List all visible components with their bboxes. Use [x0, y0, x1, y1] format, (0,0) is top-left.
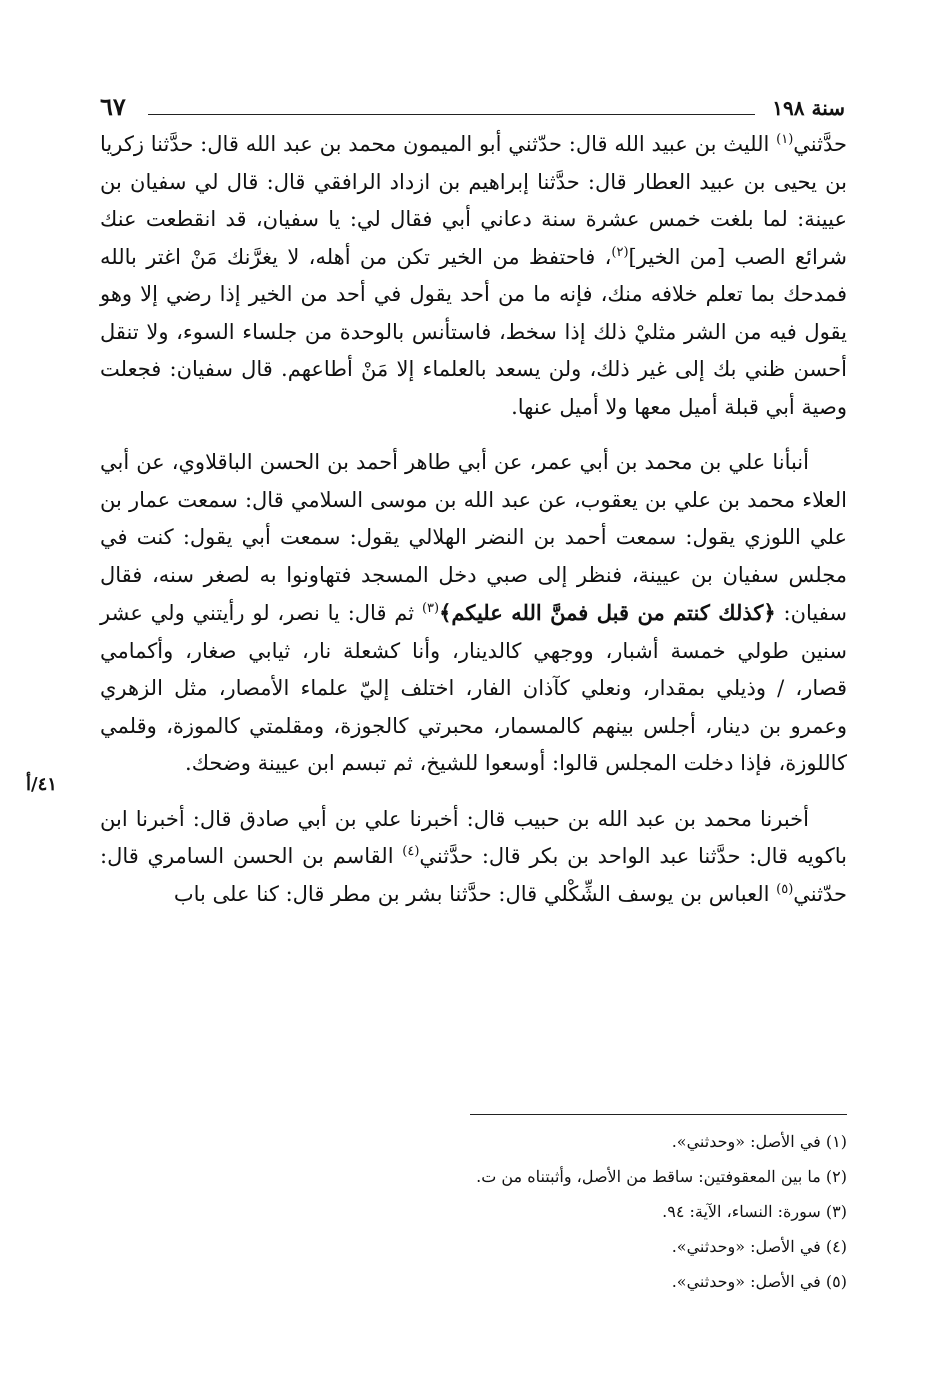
footnote-ref-4: (٤)	[402, 844, 420, 859]
footnote-ref-3: (٣)	[421, 601, 440, 616]
footnote-separator	[470, 1114, 847, 1115]
footnote: (١) في الأصل: «وحدثني».	[671, 1132, 847, 1151]
text-run: ، فاحتفظ من الخير تكن من أهله، لا يغرَّنك مَنْ اغتر بالله فمدحك بما تعلم خلافه منك، فإنه ما من أحد يقول في أحد من الخير إذا رضي إلا وهو يقول فيه من الشر مثليْ ذلك إذا سخط، فاستأنس بالوحدة من جلساء السوء، ولا تنقل أحسن ظني بك إلى غير ذلك، ولن يسعد بالعلماء إلا مَنْ أطاعهم. قال سفيان: فجعلت وصية أبي قبلة أميل معها ولا أميل عنها.	[100, 244, 847, 419]
footnote: (٢) ما بين المعقوفتين: ساقط من الأصل، وأثبتناه من ت.	[476, 1167, 847, 1186]
footnote: (٤) في الأصل: «وحدثني».	[671, 1237, 847, 1256]
text-run: ثم قال: يا نصر، لو رأيتني ولي عشر سنين طولي خمسة أشبار، ووجهي كالدينار، وأنا كشعلة نار، ثيابي صغار، وأكمامي قصار، / وذيلي بمقدار، ونعلي كآذان الفار، اختلف إليّ علماء الأمصار، مثل الزهري وعمرو بن دينار، أجلس بينهم كالمسمار، محبرتي كالجوزة، ومقلمتي كالموزة، وقلمي كاللوزة، فإذا دخلت المجلس قالوا: أوسعوا للشيخ، ثم تبسم ابن عيينة وضحك.	[100, 601, 847, 775]
page-number: ٦٧	[100, 92, 126, 121]
manuscript-folio-marker: ٤١/أ	[26, 774, 57, 795]
text-run: القاسم بن الحسن السامري قال: حدّثني	[100, 844, 847, 906]
paragraph-3	[100, 801, 847, 914]
text-run: أنبأنا علي بن محمد بن أبي عمر، عن أبي طاهر أحمد بن الحسن الباقلاوي، عن أبي العلاء محمد بن علي بن يعقوب، عن عبد الله بن موسى السلامي قال: سمعت عمار بن علي اللوزي يقول: سمعت أحمد بن النضر الهلالي يقول: سمعت أبي يقول: كنت في مجلس سفيان بن عيينة، فنظر إلى صبي دخل المسجد فتهاونوا به لصغر سنه، فقال سفيان:	[100, 450, 847, 625]
footnote-ref-1: (١)	[776, 132, 794, 147]
quran-quote: ﴿كذلك كنتم من قبل فمنَّ الله عليكم﴾	[439, 600, 776, 625]
footnote: (٥) في الأصل: «وحدثني».	[671, 1272, 847, 1291]
running-title: سنة ١٩٨	[772, 96, 845, 120]
header-rule	[148, 114, 755, 115]
footnotes	[147, 1124, 847, 1299]
text-run: أخبرنا محمد بن عبد الله بن حبيب قال: أخبرنا علي بن أبي صادق قال: أخبرنا ابن باكويه قال: حدَّثنا عبد الواحد بن بكر قال: حدَّثني	[100, 806, 847, 868]
paragraph-1	[100, 126, 847, 426]
text-run: العباس بن يوسف الشِّكْلي قال: حدَّثنا بشر بن مطر قال: كنا على باب	[173, 881, 777, 906]
footnote-ref-5: (٥)	[776, 881, 794, 897]
main-text	[100, 126, 847, 913]
footnote: (٣) سورة: النساء، الآية: ٩٤.	[662, 1202, 847, 1221]
paragraph-2	[100, 444, 847, 783]
text-run: حدَّثني	[793, 132, 847, 156]
text-run: الليث بن عبيد الله قال: حدّثني أبو الميمون محمد بن عبد الله قال: حدَّثنا زكريا بن يحيى بن عبيد العطار قال: حدَّثنا إبراهيم بن ازداد الرافقي قال: قال لي سفيان بن عيينة: لما بلغت خمس عشرة سنة دعاني أبي فقال لي: يا سفيان، قد انقطعت عنك شرائع الصب [من الخير]	[100, 132, 848, 269]
footnote-ref-2: (٢)	[611, 244, 629, 260]
